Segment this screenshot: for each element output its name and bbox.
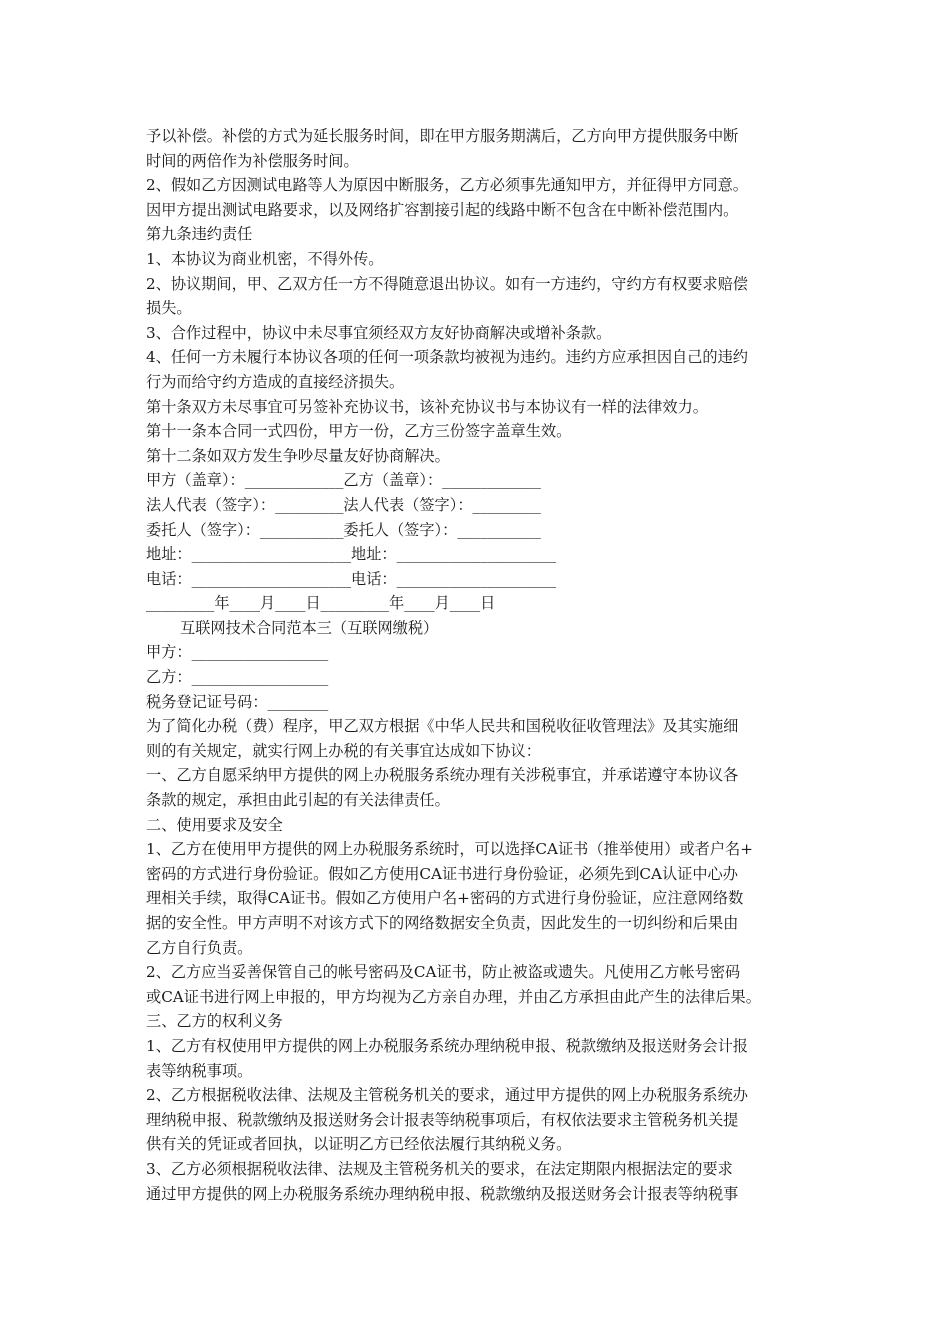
text-line: 则的有关规定，就实行网上办税的有关事宜达成如下协议： — [146, 741, 541, 760]
text-line: 2、假如乙方因测试电路等人为原因中断服务，乙方必须事先通知甲方，并征得甲方同意。 — [146, 176, 748, 195]
text-line: 理相关手续，取得CA证书。假如乙方使用户名+密码的方式进行身份验证，应注意网络数 — [146, 889, 744, 908]
signature-line-date: _________年____月____日_________年____月____日 — [146, 594, 496, 613]
article-heading: 第九条违约责任 — [146, 225, 253, 244]
text-line: 1、本协议为商业机密，不得外传。 — [146, 249, 384, 268]
text-line: 密码的方式进行身份验证。假如乙方使用CA证书进行身份验证，必须先到CA认证中心办 — [146, 864, 738, 883]
party-b-line: 乙方：__________________ — [146, 668, 329, 687]
text-line: 理纳税申报、税款缴纳及报送财务会计报表等纳税事项后，有权依法要求主管税务机关提 — [146, 1110, 739, 1129]
signature-line-address: 地址：_____________________地址：_____________________ — [146, 545, 557, 564]
article-line: 第十条双方未尽事宜可另签补充协议书，该补充协议书与本协议有一样的法律效力。 — [146, 397, 708, 416]
document-page — [146, 124, 818, 1206]
text-line: 4、任何一方未履行本协议各项的任何一项条款均被视为违约。违约方应承担因自己的违约 — [146, 348, 748, 367]
text-line: 2、乙方根据税收法律、法规及主管税务机关的要求，通过甲方提供的网上办税服务系统办 — [146, 1086, 748, 1105]
text-line: 2、协议期间，甲、乙双方任一方不得随意退出协议。如有一方违约，守约方有权要求赔偿 — [146, 274, 748, 293]
text-line: 据的安全性。甲方声明不对该方式下的网络数据安全负责，因此发生的一切纠纷和后果由 — [146, 914, 739, 932]
signature-block — [146, 468, 818, 616]
text-line: 3、乙方必须根据税收法律、法规及主管税务机关的要求，在法定期限内根据法定的要求 — [146, 1159, 733, 1178]
text-line: 或CA证书进行网上申报的，甲方均视为乙方亲自办理，并由乙方承担由此产生的法律后果。 — [146, 987, 761, 1006]
section-heading: 三、乙方的权利义务 — [146, 1012, 283, 1031]
signature-line-agent: 委托人（签字）：___________委托人（签字）：___________ — [146, 520, 541, 539]
text-line: 供有关的凭证或者回执，以证明乙方已经依法履行其纳税义务。 — [146, 1135, 572, 1154]
article-line: 第十二条如双方发生争吵尽量友好协商解决。 — [146, 446, 450, 465]
text-line: 乙方自行负责。 — [146, 938, 253, 957]
text-line: 3、合作过程中，协议中未尽事宜须经双方友好协商解决或增补条款。 — [146, 323, 612, 342]
text-line: 损失。 — [146, 299, 192, 318]
text-line: 一、乙方自愿采纳甲方提供的网上办税服务系统办理有关涉税事宜，并承诺遵守本协议各 — [146, 766, 739, 785]
section-title: 互联网技术合同范本三（互联网缴税） — [180, 618, 439, 637]
text-line: 1、乙方在使用甲方提供的网上办税服务系统时，可以选择CA证书（推举使用）或者户名+ — [146, 840, 753, 859]
text-line: 1、乙方有权使用甲方提供的网上办税服务系统办理纳税申报、税款缴纳及报送财务会计报 — [146, 1036, 748, 1055]
agreement-body — [146, 714, 818, 1206]
text-line: 通过甲方提供的网上办税服务系统办理纳税申报、税款缴纳及报送财务会计报表等纳税事 — [146, 1184, 739, 1203]
signature-line-phone: 电话：_____________________电话：_____________________ — [146, 569, 557, 588]
text-line: 2、乙方应当妥善保管自己的帐号密码及CA证书，防止被盗或遗失。凡使用乙方帐号密码 — [146, 963, 741, 982]
text-line: 为了简化办税（费）程序，甲乙双方根据《中华人民共和国税收征收管理法》及其实施细 — [146, 717, 739, 736]
text-line: 条款的规定，承担由此引起的有关法律责任。 — [146, 791, 450, 810]
text-line: 因甲方提出测试电路要求，以及网络扩容割接引起的线路中断不包含在中断补偿范围内。 — [146, 200, 739, 219]
text-line: 行为而给守约方造成的直接经济损失。 — [146, 372, 405, 391]
text-line: 予以补偿。补偿的方式为延长服务时间，即在甲方服务期满后，乙方向甲方提供服务中断 — [146, 127, 739, 145]
party-block — [146, 640, 818, 714]
text-line: 表等纳税事项。 — [146, 1061, 253, 1080]
section-heading: 二、使用要求及安全 — [146, 815, 283, 834]
signature-line-seal: 甲方（盖章）：_____________乙方（盖章）：_____________ — [146, 471, 541, 490]
text-line: 时间的两倍作为补偿服务时间。 — [146, 151, 359, 170]
contract-text-block — [146, 124, 818, 468]
signature-line-representative: 法人代表（签字）：_________法人代表（签字）：_________ — [146, 495, 541, 514]
article-line: 第十一条本合同一式四份，甲方一份，乙方三份签字盖章生效。 — [146, 422, 572, 441]
tax-registration-line: 税务登记证号码：________ — [146, 692, 329, 711]
party-a-line: 甲方：__________________ — [146, 643, 329, 662]
